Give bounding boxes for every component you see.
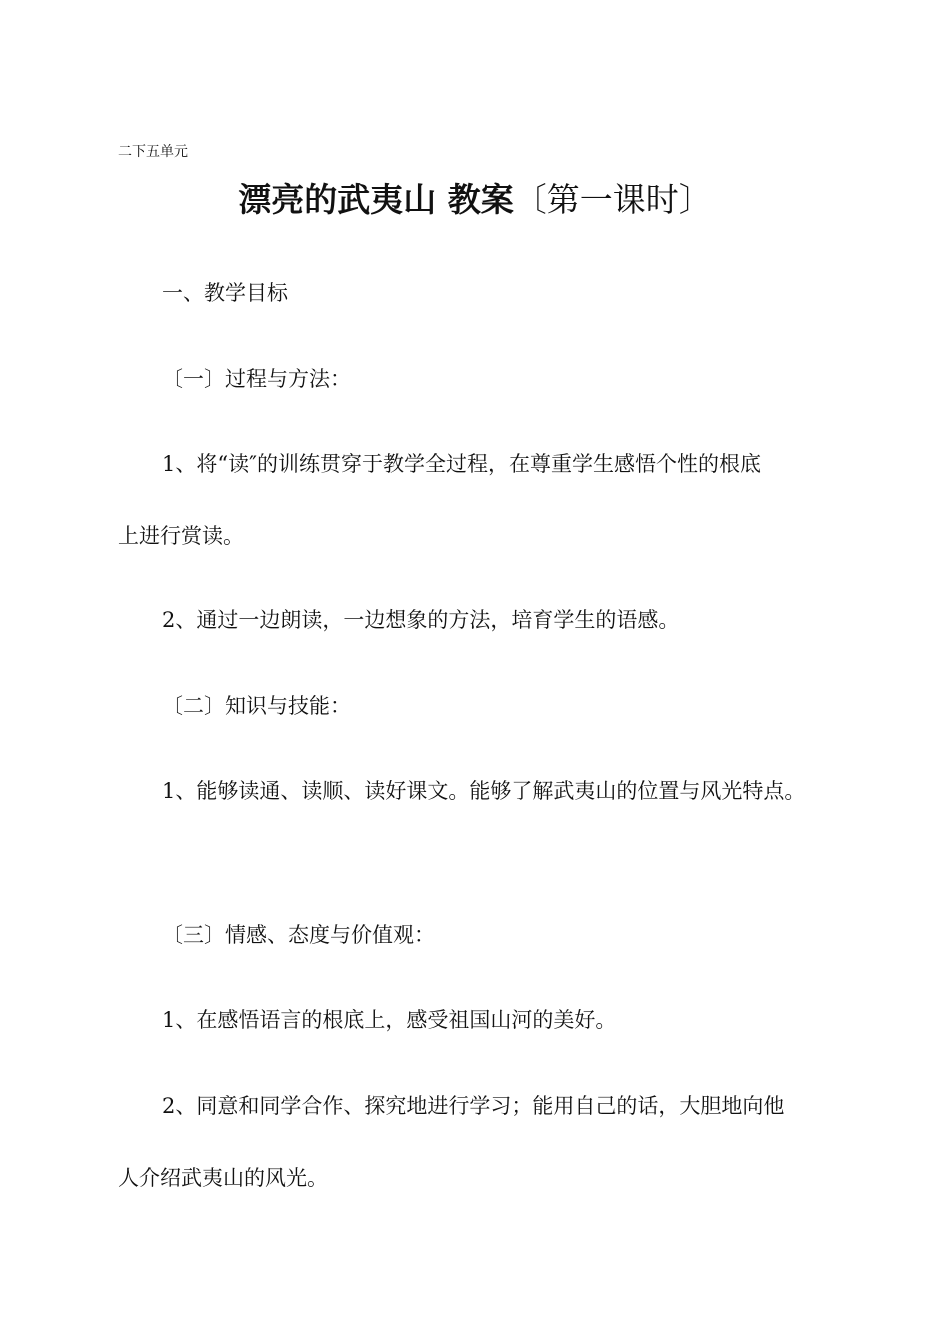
part-heading-process: 〔一〕过程与方法： — [162, 367, 351, 391]
page-title — [0, 178, 950, 222]
part-heading-emotion: 〔三〕情感、态度与价值观： — [162, 923, 435, 947]
paragraph-line: 上进行赏读。 — [118, 524, 244, 548]
unit-label: 二下五单元 — [118, 144, 188, 160]
title-sub: 〔第一课时〕 — [513, 180, 712, 219]
section-heading-objectives: 一、教学目标 — [162, 281, 288, 305]
part-heading-knowledge: 〔二〕知识与技能： — [162, 694, 351, 718]
paragraph-line: 2、通过一边朗读，一边想象的方法，培育学生的语感。 — [162, 608, 680, 632]
title-main: 漂亮的武夷山 教案 — [238, 180, 514, 219]
paragraph-line: 1、能够读通、读顺、读好课文。能够了解武夷山的位置与风光特点。 — [162, 779, 806, 803]
paragraph-line: 人介绍武夷山的风光。 — [118, 1166, 328, 1190]
paragraph-line: 2、同意和同学合作、探究地进行学习；能用自己的话，大胆地向他 — [162, 1094, 785, 1118]
paragraph-line: 1、将“读″的训练贯穿于教学全过程，在尊重学生感悟个性的根底 — [162, 452, 761, 476]
paragraph-line: 1、在感悟语言的根底上，感受祖国山河的美好。 — [162, 1008, 617, 1032]
